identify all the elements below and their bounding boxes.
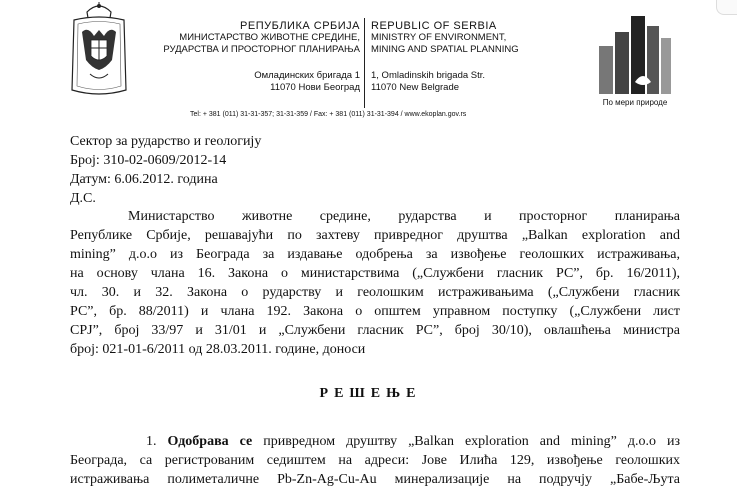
serbian-coat-of-arms-icon [70,2,128,98]
intro-line: Републике Србије, решавајући по захтеву привредног друштва „Balkan exploration and [70,228,680,243]
country-name-en: REPUBLIC OF SERBIA [371,20,497,32]
item-line: истраживања полиметаличне Pb-Zn-Ag-Cu-Au минерализације на подручју „Бабе-Љута [70,472,680,487]
address-line2-sr: 11070 Нови Београд [270,82,360,93]
intro-line: број: 021-01-6/2011 од 28.03.2011. године, доноси [70,342,366,357]
item-number: 1. [146,434,157,449]
decision-title: РЕШЕЊЕ [319,386,422,401]
ministry-line2-en: MINING AND SPATIAL PLANNING [371,44,519,55]
address-line1-sr: Омладинских бригада 1 [254,70,360,81]
letterhead-english [371,20,571,94]
ministry-line2-sr: РУДАРСТВА И ПРОСТОРНОГ ПЛАНИРАЊА [163,44,360,55]
document-date: Датум: 6.06.2012. година [70,172,218,187]
intro-line: СРЈ”, број 33/97 и 31/01 и „Службени гласник РС”, број 30/10), овлашћења министра [70,323,680,338]
ministry-line1-sr: МИНИСТАРСТВО ЖИВОТНЕ СРЕДИНЕ, [179,32,360,43]
document-meta [70,132,261,208]
ministry-logo-icon [595,12,675,96]
country-name-sr: РЕПУБЛИКА СРБИЈА [240,20,360,32]
letterhead-divider [364,18,365,108]
intro-line: чл. 30. и 32. Закона о рударству и геолошким истраживањима („Службени гласник [70,285,680,300]
sector-line: Сектор за рударство и геологију [70,134,262,149]
address-line2-en: 11070 New Belgrade [371,82,460,93]
address-line1-en: 1, Omladinskih brigada Str. [371,70,486,81]
place-line: Д.С. [70,191,96,206]
letterhead-serbian [130,20,360,94]
intro-line: Министарство животне средине, рударства и просторног планирања [128,209,680,224]
item-line1-rest: привредном друштву „Balkan exploration and mining” д.о.о из [252,434,681,449]
intro-line: РС”, бр. 88/2011) и члана 192. Закона о општем управном поступку („Службени лист [70,304,680,319]
item-line: Београда, са регистрованим седиштем на адреси: Јове Илића 129, извођење геолошких [70,453,680,468]
item-lead: Одобрава се [167,434,253,449]
page-corner [716,0,737,15]
intro-line: mining” д.о.о из Београда за издавање одобрења за извођење геолошких истраживања, [70,247,680,262]
intro-line: на основу члана 16. Закона о министарствима („Службени гласник РС”, бр. 16/2011), [70,266,680,281]
contact-line: Tel: + 381 (011) 31-31-357; 31-31-359 / Fax: + 381 (011) 31-31-394 / www.ekoplan.gov.rs [190,111,467,118]
logo-caption: По мери природе [602,98,668,107]
reference-number: Број: 310-02-0609/2012-14 [70,153,227,168]
item-line [70,432,680,451]
decision-item-1 [70,432,680,489]
intro-paragraph [70,207,680,359]
ministry-line1-en: MINISTRY OF ENVIRONMENT, [371,32,507,43]
